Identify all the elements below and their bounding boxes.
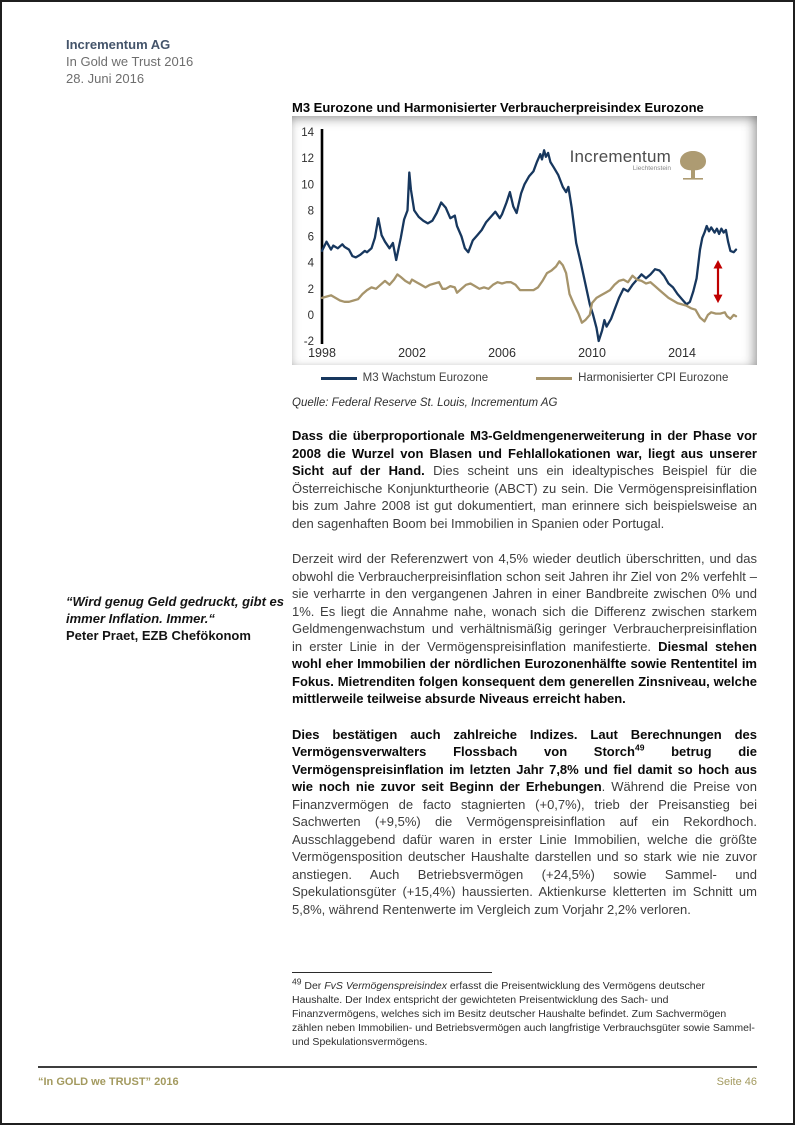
- svg-text:6: 6: [307, 231, 314, 244]
- chart-legend: [292, 372, 757, 384]
- svg-text:4: 4: [307, 257, 314, 270]
- chart-title: M3 Eurozone und Harmonisierter Verbraucherpreisindex Eurozone: [292, 100, 704, 115]
- footer-title: “In GOLD we TRUST” 2016: [38, 1076, 179, 1088]
- main-column: [292, 100, 757, 1049]
- logo-name: Incrementum: [569, 147, 671, 166]
- pull-quote: [66, 593, 288, 644]
- paragraph-1: [292, 427, 757, 532]
- page-footer: [38, 1066, 757, 1088]
- svg-text:0: 0: [307, 309, 314, 322]
- paragraph-2-bold: Diesmal stehen wohl eher Immobilien der nördlichen Eurozonenhälfte sowie Rententitel im Fokus. Mietrenditen folgen konsequent dem generellen Zinsniveau, welche mittlerweile teilweise absurde Niveaus erreicht haben.: [292, 638, 757, 706]
- legend-label-m3: M3 Wachstum Eurozone: [362, 372, 489, 384]
- page-number: Seite 46: [716, 1076, 757, 1088]
- paragraph-3-bold-start: Dies bestätigen auch zahlreiche Indizes. Laut Berechnungen des Vermögensverwalters Flossbach von Storch: [292, 726, 757, 759]
- cpi-line-swatch: [536, 377, 572, 380]
- paragraph-3: [292, 726, 757, 919]
- svg-text:10: 10: [301, 179, 314, 192]
- svg-text:2014: 2014: [668, 346, 696, 360]
- paragraph-2: [292, 550, 757, 708]
- footnote-term: FvS Vermögenspreisindex: [324, 980, 447, 992]
- paragraph-1-rest: Dies scheint uns ein idealtypisches Beispiel für die Österreichische Konjunkturtheorie (ABCT) zu sein. Die Vermögenspreisinflation bis zum Jahre 2008 ist gut dokumentiert, man erinnere sich beispielsweise an den sagenhaften Boom bei Immobilien in Spanien oder Portugal.: [292, 463, 757, 531]
- svg-text:2002: 2002: [398, 346, 426, 360]
- footnote-number: 49: [292, 976, 302, 987]
- svg-text:14: 14: [301, 127, 314, 139]
- report-date: 28. Juni 2016: [66, 71, 145, 86]
- paragraph-3-bold-end: betrug die Vermögenspreisinflation im letzten Jahr 7,8% und fiel damit so hoch aus wie noch nie zuvor seit Beginn der Erhebungen: [292, 744, 758, 794]
- svg-text:-2: -2: [303, 336, 314, 348]
- chart-source: Quelle: Federal Reserve St. Louis, Incrementum AG: [292, 397, 558, 409]
- footnote-pre: Der: [301, 980, 325, 992]
- page-header: [66, 36, 193, 87]
- svg-text:12: 12: [301, 153, 314, 166]
- paragraph-1-bold: Dass die überproportionale M3-Geldmengenerweiterung in der Phase vor 2008 die Wurzel von Blasen und Fehlallokationen war, liegt aus unserer Sicht auf der Hand.: [292, 428, 757, 478]
- footnote-rest: erfasst die Preisentwicklung des Vermögens deutscher Haushalte. Der Index entspricht der gewichteten Preisentwicklung des Sach- und Finanzvermögens, welches sich im Besitz deutscher Haushalte befindet. Zum Sachvermögen zählen neben Immobilien- und Betriebsvermögen auch langfristige Verbrauchsgüter sowie Sammel- und Spekulationsvermögens.: [292, 980, 755, 1048]
- pull-quote-attribution: Peter Praet, EZB Chefökonom: [66, 628, 251, 643]
- footnote-reference: 49: [634, 742, 645, 753]
- paragraph-3-rest: . Während die Preise von Finanzvermögen de facto stagnierten (+0,7%), trieb der Preisanstieg bei Sachwerten (+9,5%) die Vermögenspreisinflation auf ein Rekordhoch. Ausschlaggebend dafür waren in erster Linie Immobilien, welche die größte Vermögensposition deutscher Haushalte darstellen und so stark wie nie zuvor anstiegen. Auch Betriebsvermögen (+24,5%) sowie Sammel- und Spekulationsgüter (+15,4%) haussierten. Aktienkurse kletterten im Schnitt um 5,8%, während Rentenwerte im Vergleich zum Vorjahr 2,2% verloren.: [292, 779, 758, 917]
- svg-text:1998: 1998: [308, 346, 336, 360]
- report-title: In Gold we Trust 2016: [66, 54, 194, 69]
- m3-cpi-chart: [292, 116, 757, 365]
- tree-icon: [675, 149, 711, 185]
- footnote: [292, 972, 757, 1049]
- svg-text:2: 2: [307, 283, 314, 296]
- svg-text:8: 8: [307, 205, 314, 218]
- legend-label-cpi: Harmonisierter CPI Eurozone: [578, 372, 729, 384]
- m3-line-swatch: [321, 377, 357, 380]
- svg-text:2010: 2010: [578, 346, 606, 360]
- incrementum-logo: [570, 148, 711, 185]
- pull-quote-text: “Wird genug Geld gedruckt, gibt es immer Inflation. Immer.“: [66, 594, 285, 626]
- paragraph-2-text: Derzeit wird der Referenzwert von 4,5% wieder deutlich überschritten, und das obwohl die Verbraucherpreisinflation schon seit Jahren ihr Ziel von 2% verfehlt – sie verharrte in den vergangenen Jahren in einer Bandbreite zwischen 0% und 1%. Es liegt die Annahme nahe, wonach sich die Differenz zwischen starkem Geldmengenwachstum und verhältnismäßig geringer Verbraucherpreisinflation in erster Linie in der Vermögenspreisinflation manifestierte.: [292, 551, 757, 654]
- svg-text:2006: 2006: [488, 346, 516, 360]
- logo-location: Liechtenstein: [632, 165, 671, 172]
- legend-item-cpi: [536, 372, 728, 384]
- footnote-divider: [292, 972, 492, 973]
- legend-item-m3: [321, 372, 488, 384]
- company-name: Incrementum AG: [66, 37, 171, 52]
